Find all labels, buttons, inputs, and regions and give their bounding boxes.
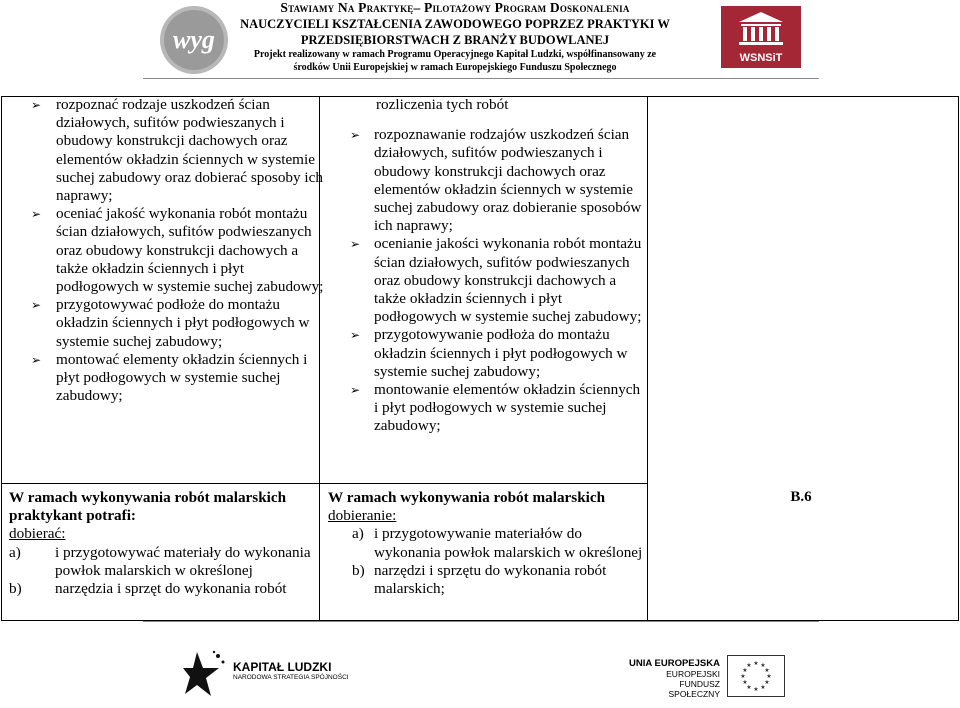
svg-text:wyg: wyg [173, 25, 215, 54]
header-line-3: PRZEDSIĘBIORSTWACH Z BRANŻY BUDOWLANEJ [300, 32, 610, 47]
arrow-bullet-icon: ➢ [31, 207, 42, 222]
list-item: ➢ oceniać jakość wykonania robót montażu ścian działowych, sufitów podwieszanych oraz obudowy konstrukcji dachowych a także okładzin ściennych i płyt podłogowych w systemie suchej zabudowy; [31, 205, 324, 296]
section-verb: dobierać: [9, 525, 66, 543]
kapital-ludzki-star-icon [183, 650, 229, 702]
wsnsit-logo-text: WSNSiT [739, 52, 783, 64]
ue-text [626, 658, 720, 699]
list-item: ➢ ocenianie jakości wykonania robót montażu ścian działowych, sufitów podwieszanych oraz obudowy konstrukcji dachowych a także okładzin ściennych i płyt podłogowych w systemie suchej zabudowy; [350, 235, 642, 326]
ue-line-3: FUNDUSZ SPOŁECZNY [668, 679, 720, 699]
svg-text:★: ★ [742, 667, 748, 674]
svg-text:★: ★ [764, 667, 770, 674]
table-cell-painting-content [328, 489, 643, 598]
table-cell-student-skills [9, 96, 324, 405]
svg-text:★: ★ [760, 662, 766, 669]
svg-text:★: ★ [742, 679, 748, 686]
list-item: a) i przygotowywać materiały do wykonania powłok malarskich w określonej [9, 543, 311, 579]
list-item: b) narzędzi i sprzętu do wykonania robót malarskich; [352, 561, 607, 598]
header-text [240, 0, 670, 74]
header-line-1: Stawiamy Na Praktykę– Pilotażowy Program Doskonalenia [280, 0, 630, 15]
list-item: ➢ montować elementy okładzin ściennych i płyt podłogowych w systemie suchej zabudowy; [31, 350, 308, 405]
list-item: b) narzędzia i sprzęt do wykonania robót [9, 580, 287, 598]
list-item: ➢ przygotowywać podłoże do montażu okładzin ściennych i płyt podłogowych w systemie suchej zabudowy; [31, 296, 310, 350]
svg-text:★: ★ [764, 679, 770, 686]
arrow-bullet-icon: ➢ [350, 328, 361, 343]
ue-line-2: EUROPEJSKI [666, 669, 720, 679]
arrow-bullet-icon: ➢ [350, 237, 361, 252]
svg-text:★: ★ [746, 684, 752, 691]
svg-text:★: ★ [740, 673, 746, 680]
table-border-right [958, 96, 959, 621]
header-line-4: Projekt realizowany w ramach Programu Operacyjnego Kapitał Ludzki, współfinansowany ze [253, 49, 657, 61]
wyg-logo-icon [158, 4, 230, 76]
list-item: a) i przygotowywanie materiałów do wykonania powłok malarskich w określonej [352, 525, 643, 561]
continuation-text: rozliczenia tych robót [376, 96, 509, 113]
section-title: W ramach wykonywania robót malarskich praktykant potrafi: [9, 489, 287, 525]
building-icon [721, 6, 801, 50]
section-title: W ramach wykonywania robót malarskich [328, 489, 606, 506]
curriculum-table [1, 96, 959, 621]
table-row-divider [1, 483, 648, 484]
svg-text:★: ★ [766, 673, 772, 680]
list-item: ➢ rozpoznawanie rodzajów uszkodzeń ścian działowych, sufitów podwieszanych i obudowy konstrukcji dachowych oraz elementów okładzin ściennych w systemie suchej zabudowy oraz dobieranie sposobów ich naprawy; [350, 126, 642, 235]
arrow-bullet-icon: ➢ [350, 383, 361, 398]
eu-flag-icon [727, 655, 785, 697]
table-cell-practice-content [328, 96, 643, 436]
footer-divider [143, 621, 819, 622]
svg-text:★: ★ [753, 660, 759, 667]
arrow-bullet-icon: ➢ [31, 352, 42, 367]
kl-subtitle: NARODOWA STRATEGIA SPÓJNOŚCI [233, 674, 349, 681]
section-verb: dobieranie: [328, 507, 397, 525]
header-line-5: środków Unii Europejskiej w ramach Europejskiego Funduszu Społecznego [293, 61, 617, 73]
arrow-bullet-icon: ➢ [31, 98, 42, 112]
list-item: ➢ montowanie elementów okładzin ściennych i płyt podłogowych w systemie suchej zabudowy; [350, 381, 641, 435]
ue-line-1: UNIA EUROPEJSKA [629, 658, 720, 669]
list-item: ➢ przygotowywanie podłoża do montażu okładzin ściennych i płyt podłogowych w systemie suchej zabudowy; [350, 326, 628, 380]
arrow-bullet-icon: ➢ [350, 128, 361, 143]
svg-text:★: ★ [746, 662, 752, 669]
kapital-ludzki-logo [183, 650, 383, 702]
qualification-code: B.6 [790, 489, 812, 505]
kl-title: KAPITAŁ LUDZKI [233, 660, 332, 674]
arrow-bullet-icon: ➢ [31, 298, 42, 313]
header-divider [143, 78, 819, 79]
table-border-left [1, 96, 2, 621]
svg-text:★: ★ [753, 686, 759, 693]
list-item: ➢ rozpoznać rodzaje uszkodzeń ścian działowych, sufitów podwieszanych i obudowy konstrukcji dachowych oraz elementów okładzin ściennych w systemie suchej zabudowy oraz dobierać sposoby ich naprawy; [31, 96, 323, 205]
svg-text:★: ★ [760, 684, 766, 691]
wsnsit-logo [721, 6, 801, 68]
header-line-2: NAUCZYCIELI KSZTAŁCENIA ZAWODOWEGO POPRZEZ PRAKTYKI W [240, 16, 670, 31]
table-cell-painting-skills [9, 489, 324, 598]
table-border-col2 [647, 96, 648, 621]
